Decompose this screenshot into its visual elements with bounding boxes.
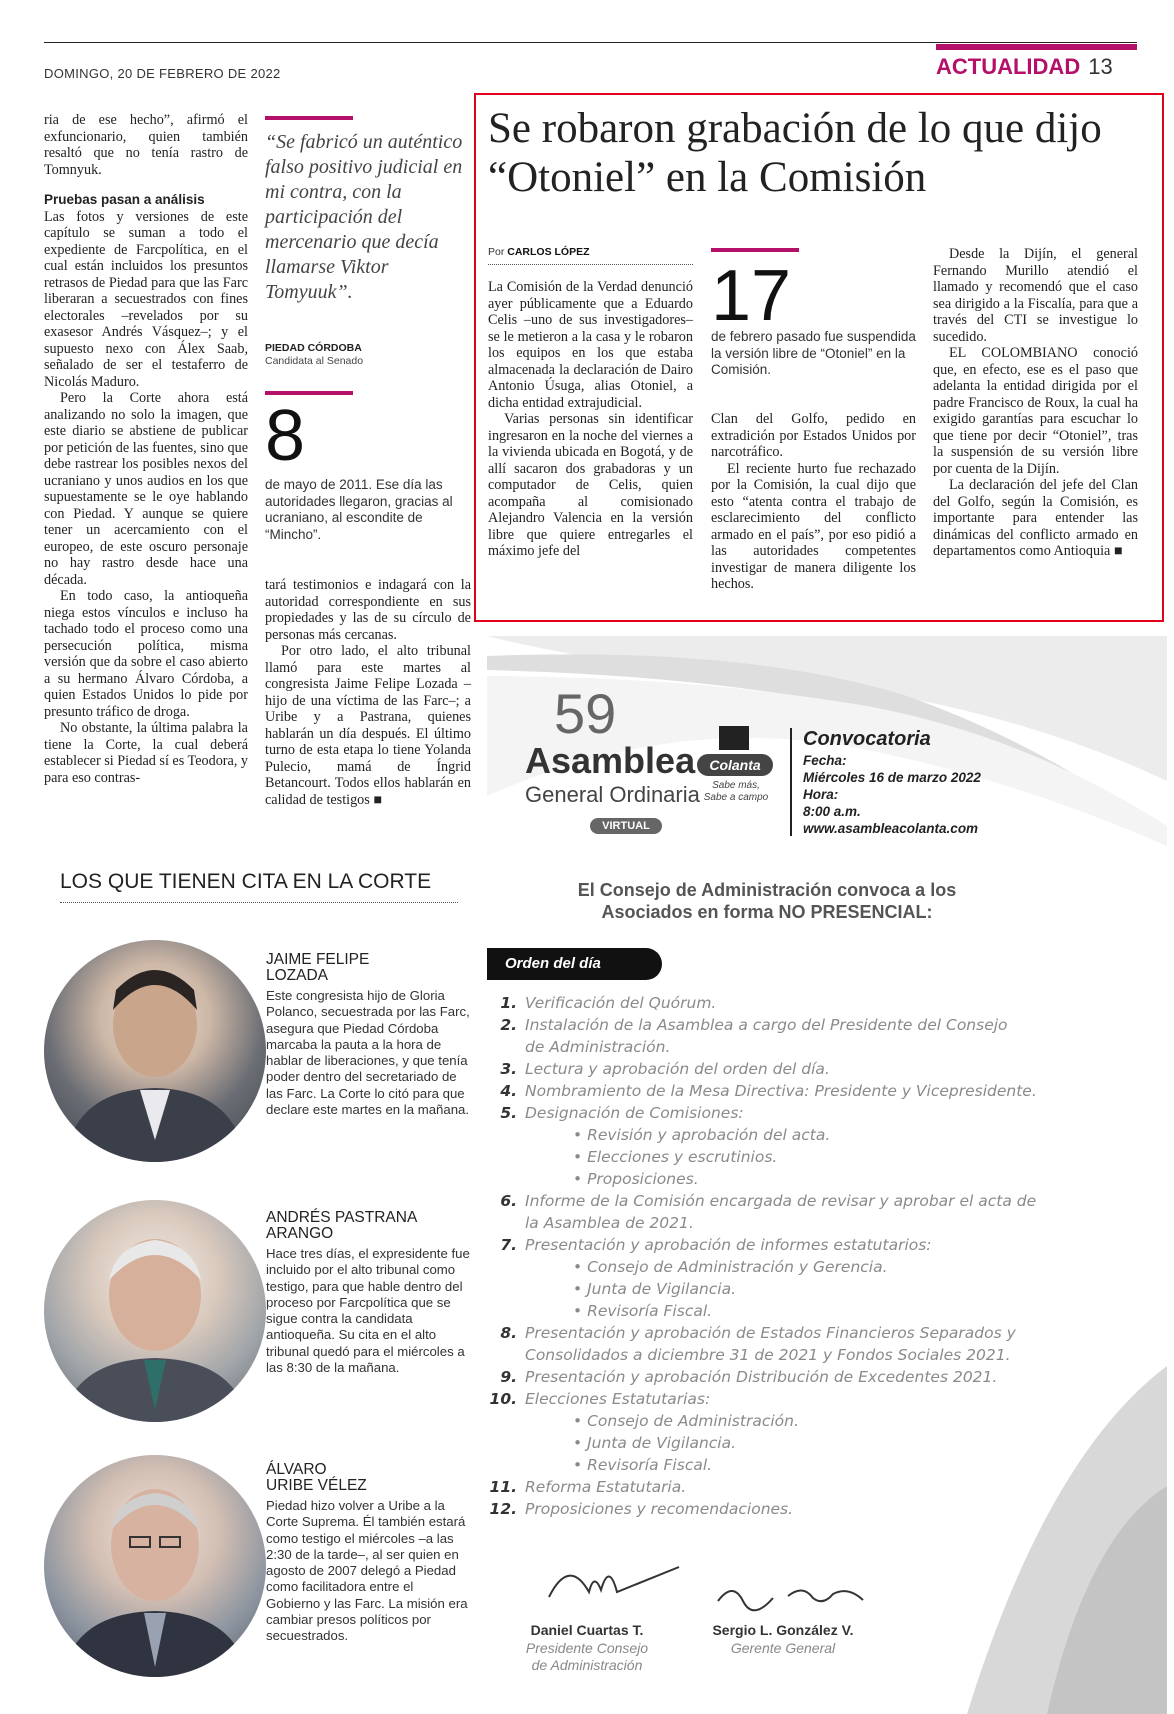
agenda-subitem: • Elecciones y escrutinios.: [573, 1148, 778, 1166]
website-link[interactable]: www.asambleacolanta.com: [803, 821, 979, 836]
paragraph: La Comisión de la Verdad denunció ayer públicamente que a Eduardo Celis –uno de sus investigadores– se le metieron a la casa y le robaron los equipos en los que estaba almacenada la declaración de Dairo Antonio Úsuga, alias Otoniel, a dicha entidad extrajudicial.: [488, 279, 693, 411]
agenda-item: [487, 1498, 1087, 1520]
agenda-item-text: Instalación de la Asamblea a cargo del Presidente del Consejo: [525, 1016, 1008, 1034]
agenda-item: [487, 1322, 1087, 1344]
agenda-item-number: 3.: [500, 1060, 517, 1078]
agenda-item: [487, 1476, 1087, 1498]
hora-label: Hora:: [803, 787, 839, 802]
quote-accent-bar: [265, 116, 353, 120]
brand-logo: Colanta: [697, 754, 773, 776]
paragraph: No obstante, la última palabra la tiene la Corte, la cual deberá establecer si Piedad sí es Teodora, y para eso contras-: [44, 720, 249, 786]
agenda-item-continuation: Consolidados a diciembre 31 de 2021 y Fondos Sociales 2021.: [525, 1346, 1011, 1364]
agenda-item: [487, 1190, 1087, 1212]
agenda-item-text: Elecciones Estatutarias:: [525, 1390, 711, 1408]
dateline: DOMINGO, 20 DE FEBRERO DE 2022: [44, 66, 281, 81]
agenda-subitem: • Proposiciones.: [573, 1170, 699, 1188]
convocatoria-label: Convocatoria: [803, 728, 931, 750]
person-silhouette-icon: [44, 940, 266, 1162]
agenda-item-number: 12.: [489, 1500, 517, 1518]
paragraph: La declaración del jefe del Clan del Golfo, según la Comisión, es importante para entender las dinámicas del conflicto armado en departamentos como Antioquia ■: [933, 477, 1138, 559]
person-silhouette-icon: [44, 1455, 266, 1677]
paragraph: Las fotos y versiones de este capítulo se suman a todo el expediente de Farcpolítica, en el cual están incluidos los presuntos retrasos de Piedad para que las Farc liberaran a secuestrados con fines electorales –revelados por su exasesor Andrés Vásquez–; y el supuesto nexo con Álex Saab, señalado de ser el testaferro de Nicolás Maduro.: [44, 208, 248, 390]
quote-author-role: Candidata al Senado: [265, 355, 364, 367]
paragraph: Por otro lado, el alto tribunal llamó para este martes al congresista Jaime Felipe Lozada –hijo de una víctima de las Farc–; a Uribe y a Pastrana, quienes hablarán un día después. El último turno de esta etapa lo tiene Yolanda Pulecio, mamá de Íngrid Betancourt. Todos ellos hablarán en calidad de testigos ■: [265, 643, 471, 808]
paragraph: En todo caso, la antioqueña niega estos vínculos e incluso ha tachado todo el proceso como una persecución política, misma versión que da sobre el caso abierto a su hermano Álvaro Córdoba, a quien Estados Unidos lo pide por presunto tráfico de droga.: [44, 588, 248, 720]
signatory-name: Sergio L. González V.: [712, 1622, 854, 1638]
agenda-item: [487, 1366, 1087, 1388]
agenda-item-number: 10.: [489, 1390, 517, 1408]
agenda-item-text: Presentación y aprobación de Estados Financieros Separados y: [525, 1324, 1016, 1342]
agenda-item-number: 2.: [500, 1016, 517, 1034]
virtual-badge: VIRTUAL: [590, 818, 662, 834]
person-name: JAIME FELIPE LOZADA: [266, 951, 370, 984]
agenda-subitem: • Consejo de Administración.: [573, 1412, 799, 1430]
agenda-subitem: • Consejo de Administración y Gerencia.: [573, 1258, 888, 1276]
paragraph: El reciente hurto fue rechazado por la Comisión, la cual dijo que esto “atenta contra el trabajo de esclarecimiento del conflicto armado en el país”, por eso pidió a las autoridades competentes investigar de manera diligente los hechos.: [711, 460, 916, 592]
fact-accent-bar: [711, 248, 799, 252]
top-rule: [44, 42, 1137, 43]
byline-rule: [488, 264, 693, 265]
fact-accent-bar: [265, 391, 353, 395]
main-article-col2: [711, 411, 916, 593]
agenda-item-text: Informe de la Comisión encargada de revisar y aprobar el acta de: [525, 1192, 1037, 1210]
fact-number: 17: [711, 256, 792, 336]
agenda-item: [487, 1014, 1087, 1036]
orden-del-dia-label: Orden del día: [487, 948, 662, 980]
agenda-subitem: • Revisión y aprobación del acta.: [573, 1126, 831, 1144]
agenda-item-continuation: de Administración.: [525, 1038, 671, 1056]
paragraph: EL COLOMBIANO conoció que, en efecto, ese es el paso que adelanta la entidad dirigida por el padre Francisco de Roux, la cual ha exigido garantías para escuchar lo que tiene por decir “Otoniel”, tras la suspensión de su versión libre por cuenta de la Dijín.: [933, 345, 1138, 477]
agenda-item-text: Lectura y aprobación del orden del día.: [525, 1060, 830, 1078]
signatory-name: Daniel Cuartas T.: [530, 1622, 644, 1638]
agenda-subitem: • Revisoría Fiscal.: [573, 1302, 713, 1320]
quote-author: PIEDAD CÓRDOBA: [265, 342, 362, 354]
hora-value: 8:00 a.m.: [803, 804, 861, 819]
left-article-col1: [44, 112, 248, 786]
section-accent-bar: [936, 44, 1137, 50]
fact-text: de febrero pasado fue suspendida la versión libre de “Otoniel” en la Comisión.: [711, 329, 916, 377]
agenda-item: [487, 1080, 1087, 1102]
agenda-item: [487, 992, 1087, 1014]
ad-divider: [790, 728, 792, 836]
signature-mark-1: [539, 1552, 699, 1612]
portrait-photo: [44, 940, 266, 1162]
main-article-col1: [488, 279, 693, 560]
agenda-subitem: • Junta de Vigilancia.: [573, 1434, 737, 1452]
agenda-subitem: • Revisoría Fiscal.: [573, 1456, 713, 1474]
agenda-list: [487, 992, 1087, 1520]
paragraph: Pero la Corte ahora está analizando no solo la imagen, que este diario se abstiene de publicar por petición de las fuentes, sino que debe rastrear los posibles nexos del ucraniano y unos audios en los que supuestamente se le oye hablando con Piedad. Y aunque se quiere tener un acercamiento con el europeo, de este oscuro personaje no hay rastro desde hace una década.: [44, 390, 248, 588]
fecha-label: Fecha:: [803, 753, 847, 768]
agenda-item-text: Presentación y aprobación Distribución de Excedentes 2021.: [525, 1368, 998, 1386]
agenda-item-text: Reforma Estatutaria.: [525, 1478, 687, 1496]
paragraph: tará testimonios e indagará con la autoridad correspondiente en sus propiedades y las de su círculo de personas más cercanas.: [265, 577, 471, 643]
byline-prefix: Por: [488, 246, 505, 258]
byline: [488, 246, 590, 258]
person-description: Este congresista hijo de Gloria Polanco, secuestrada por las Farc, asegura que Piedad Córdoba marcaba la pauta a la hora de hablar de liberaciones, y que tenía poder dentro del secretariado de las Farc. La Corte lo citó para que declare este martes en la mañana.: [266, 988, 470, 1118]
page-number: 13: [1088, 54, 1113, 79]
fecha-value: Miércoles 16 de marzo 2022: [803, 770, 981, 785]
agenda-item-number: 8.: [500, 1324, 517, 1342]
paragraph: ria de ese hecho”, afirmó el exfuncionario, quien también resaltó que no tenía rastro de Tomnyuk.: [44, 112, 248, 178]
portrait-photo: [44, 1455, 266, 1677]
cow-logo-icon: [719, 726, 749, 750]
agenda-item-text: Verificación del Quórum.: [525, 994, 717, 1012]
signatory-role: Presidente Consejo de Administración: [525, 1640, 649, 1673]
agenda-item-continuation: la Asamblea de 2021.: [525, 1214, 694, 1232]
agenda-item-text: Presentación y aprobación de informes estatutarios:: [525, 1236, 932, 1254]
paragraph: Varias personas sin identificar ingresaron en la noche del viernes a la vivienda ubicada en Bogotá, y de allí sacaron dos grabadoras y un computador de Celis, quien acompaña al comisionado Alejandro Valencia en la versión libre que quiere entregarles el máximo jefe del: [488, 411, 693, 559]
byline-author: CARLOS LÓPEZ: [507, 246, 590, 258]
agenda-item-number: 6.: [500, 1192, 517, 1210]
left-article-col2: [265, 577, 471, 808]
agenda-item-number: 7.: [500, 1236, 517, 1254]
portrait-photo: [44, 1200, 266, 1422]
person-name: ANDRÉS PASTRANA ARANGO: [266, 1209, 418, 1242]
fact-text: de mayo de 2011. Ese día las autoridades llegaron, gracias al ucraniano, al escondite de “Mincho”.: [265, 477, 453, 542]
agenda-item: [487, 1234, 1087, 1256]
subheading: Pruebas pasan a análisis: [44, 192, 205, 207]
person-description: Hace tres días, el expresidente fue incluido por el alto tribunal como testigo, para que hable dentro del proceso por Farcpolítica que se sigue contra la candidata antioqueña. Su cita en el alto tribunal quedó para el miércoles a las 8:30 de la mañana.: [266, 1246, 470, 1376]
signatory-role: Gerente General: [730, 1640, 836, 1656]
agenda-item-number: 11.: [489, 1478, 517, 1496]
agenda-item: [487, 1388, 1087, 1410]
person-silhouette-icon: [44, 1200, 266, 1422]
agenda-item-number: 1.: [500, 994, 517, 1012]
paragraph: Desde la Dijín, el general Fernando Murillo atendió el llamado y recomendó que el caso sea dirigido a la Fiscalía, para que a través del CTI se investigue lo sucedido.: [933, 246, 1138, 345]
agenda-item-text: Designación de Comisiones:: [525, 1104, 744, 1122]
agenda-item: [487, 1058, 1087, 1080]
section-label: [936, 54, 1113, 80]
paragraph: Clan del Golfo, pedido en extradición por Estados Unidos por narcotráfico.: [711, 411, 916, 460]
pull-quote: “Se fabricó un auténtico falso positivo judicial en mi contra, con la participación del mercenario que decía llamarse Viktor Tomyuuk”.: [265, 131, 463, 303]
ad-subtitle: General Ordinaria: [525, 782, 700, 807]
colanta-advertisement: [487, 636, 1167, 1714]
agenda-item-number: 5.: [500, 1104, 517, 1122]
fact-number: 8: [265, 396, 306, 476]
section-name: ACTUALIDAD: [936, 54, 1081, 79]
agenda-item-number: 4.: [500, 1082, 517, 1100]
edition-number: 59: [554, 682, 617, 745]
brand-tagline: Sabe más, Sabe a campo: [703, 780, 769, 803]
agenda-item-text: Proposiciones y recomendaciones.: [525, 1500, 794, 1518]
ad-title: Asamblea: [525, 740, 696, 781]
main-article-col3: [933, 246, 1138, 560]
sidebar-title: LOS QUE TIENEN CITA EN LA CORTE: [60, 870, 432, 893]
sidebar-title-rule: [60, 902, 458, 903]
person-name: ÁLVARO URIBE VÉLEZ: [266, 1461, 367, 1494]
agenda-subitem: • Junta de Vigilancia.: [573, 1280, 737, 1298]
person-description: Piedad hizo volver a Uribe a la Corte Suprema. Él también estará como testigo el miércoles –a las 2:30 de la tarde–, al ser quien en agosto de 2007 delegó a Piedad como facilitadora entre el Gobierno y las Farc. La misión era cambiar presos políticos por secuestrados.: [266, 1498, 468, 1644]
agenda-item: [487, 1102, 1087, 1124]
event-details: [803, 752, 981, 837]
agenda-item-text: Nombramiento de la Mesa Directiva: Presidente y Vicepresidente.: [525, 1082, 1037, 1100]
signature-mark-2: [713, 1576, 883, 1616]
convoca-statement: El Consejo de Administración convoca a los Asociados en forma NO PRESENCIAL:: [577, 880, 957, 922]
agenda-item-number: 9.: [500, 1368, 517, 1386]
headline: Se robaron grabación de lo que dijo “Otoniel” en la Comisión: [488, 105, 1102, 201]
